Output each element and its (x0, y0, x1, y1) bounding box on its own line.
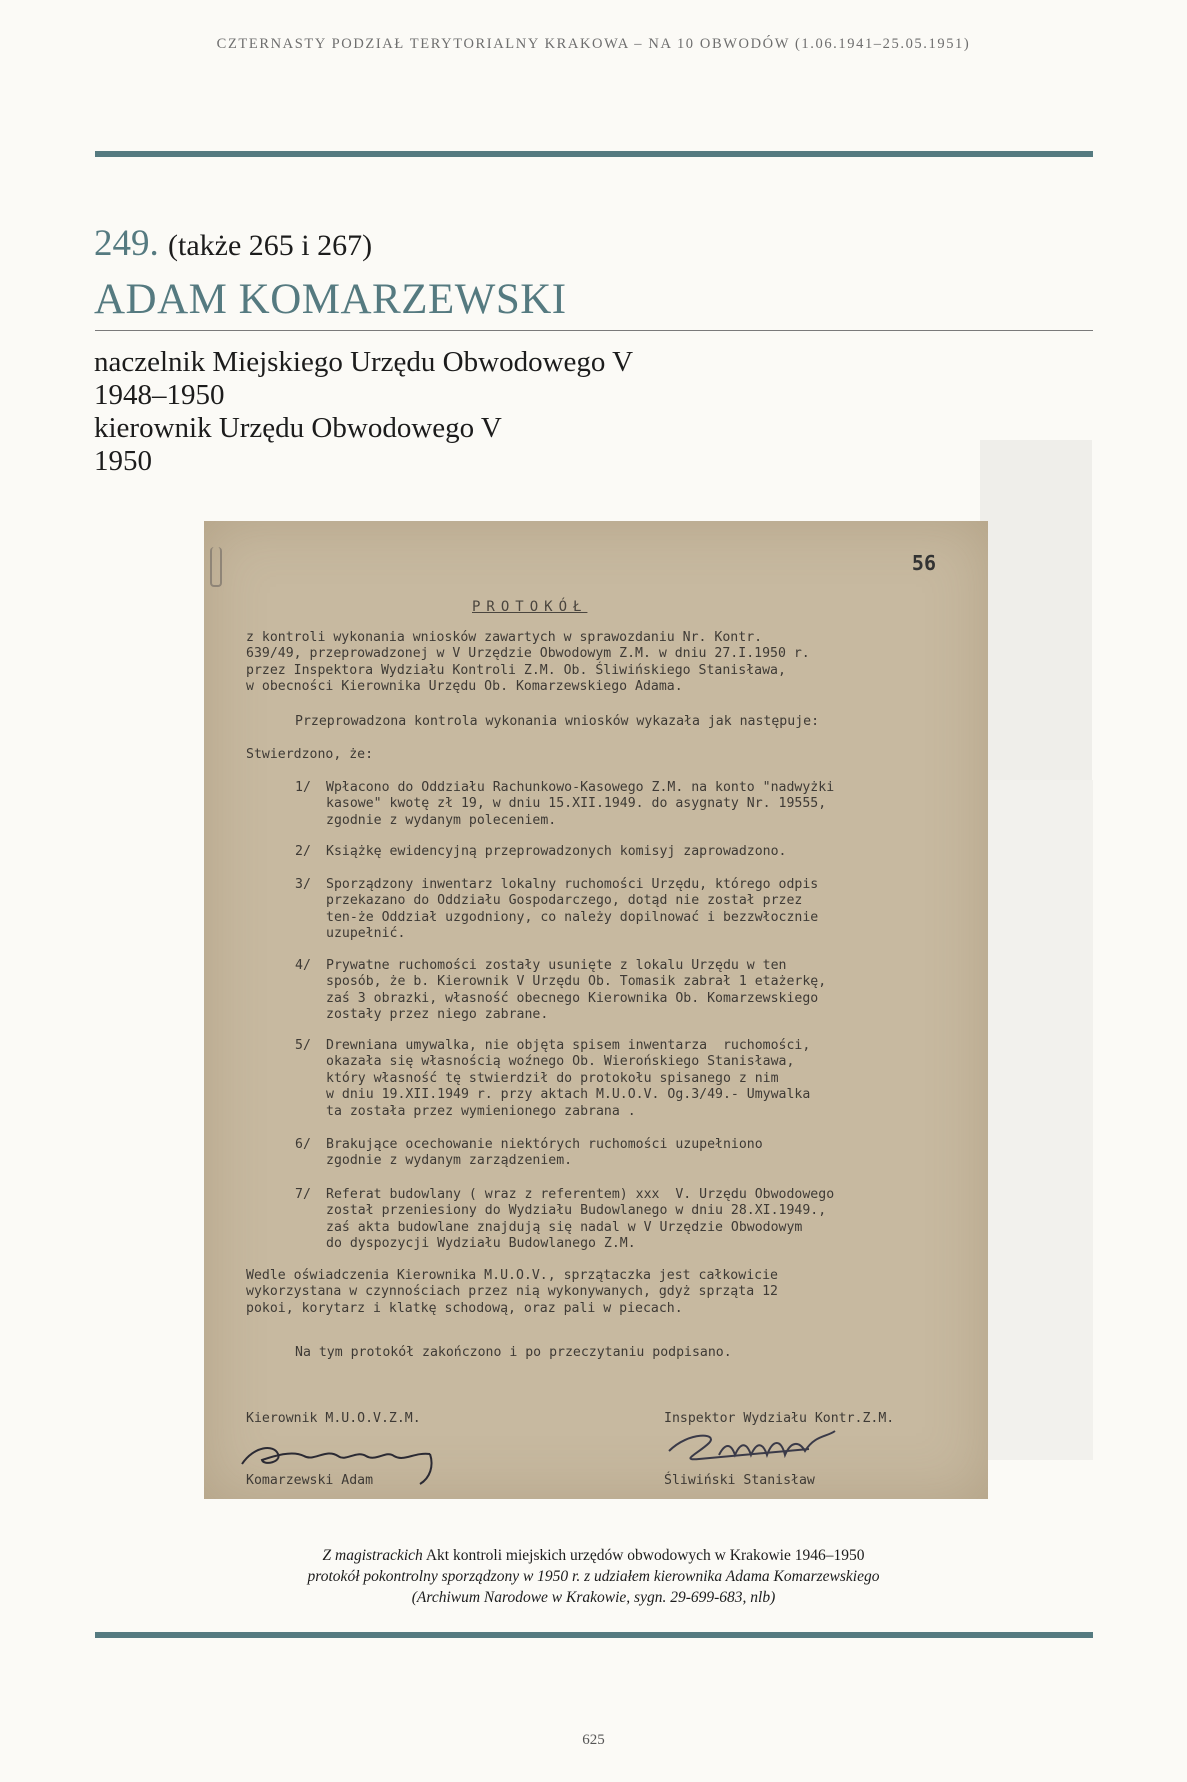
role-line: naczelnik Miejskiego Urzędu Obwodowego V (94, 346, 634, 378)
item-line: zaś akta budowlane znajdują się nadal w V Urzędzie Obwodowym (326, 1219, 803, 1235)
item-number: 2/ (295, 844, 311, 859)
item-line: okazała się własnością woźnego Ob. Wierońskiego Stanisława, (326, 1054, 795, 1070)
entry-cross-reference: (także 265 i 267) (168, 229, 373, 262)
item-line: który własność tę stwierdził do protokołu spisanego z nim (326, 1070, 779, 1086)
document-page-number: 56 (911, 551, 936, 575)
page-number: 625 (582, 1732, 605, 1748)
item-line: ta została przez wymienionego zabrana . (326, 1103, 636, 1119)
item-text (326, 958, 826, 1024)
document-title: PROTOKÓŁ (472, 599, 588, 615)
paperclip-icon (210, 547, 222, 587)
item-line: sposób, że b. Kierownik V Urzędu Ob. Tomasik zabrał 1 etażerkę, (326, 974, 827, 990)
signature-left-title: Kierownik M.U.O.V.Z.M. (246, 1411, 421, 1426)
signature-left-name: Komarzewski Adam (246, 1473, 374, 1488)
document-lead: Przeprowadzona kontrola wykonania wniosków wykazała jak następuje: (295, 714, 820, 729)
entry-roles (94, 346, 633, 478)
caption-line-1 (0, 1545, 1187, 1566)
item-number: 4/ (295, 958, 311, 973)
document-closing: Na tym protokół zakończono i po przeczytaniu podpisano. (295, 1345, 732, 1360)
statement-line: pokoi, korytarz i klatkę schodową, oraz pali w piecach. (246, 1300, 683, 1316)
figure-caption (0, 1545, 1187, 1608)
item-number: 7/ (295, 1187, 311, 1202)
statement-line: Wedle oświadczenia Kierownika M.U.O.V., sprzątaczka jest całkowicie (246, 1268, 778, 1283)
archival-document-image (204, 521, 988, 1499)
item-line: kasowe" kwotę zł 19, w dniu 15.XII.1949. do asygnaty Nr. 19555, (326, 796, 827, 812)
intro-line: 639/49, przeprowadzonej w V Urzędzie Obwodowym Z.M. w dniu 27.I.1950 r. (246, 646, 810, 662)
item-line: zgodnie z wydanym zarządzeniem. (326, 1153, 573, 1169)
item-line: Referat budowlany ( wraz z referentem) xxx V. Urzędu Obwodowego (326, 1187, 835, 1202)
document-statement (246, 1268, 778, 1317)
bleed-through-panel-lower (975, 780, 1093, 1460)
item-text (326, 1137, 763, 1170)
document-stated: Stwierdzono, że: (246, 747, 374, 762)
item-line: uzupełnić. (326, 926, 406, 942)
bottom-rule (95, 1632, 1093, 1638)
item-number: 3/ (295, 877, 311, 892)
item-number: 1/ (295, 780, 311, 795)
item-number: 5/ (295, 1038, 311, 1053)
document-intro (246, 630, 810, 696)
entry-name: ADAM KOMARZEWSKI (94, 276, 567, 323)
item-text (326, 877, 818, 943)
intro-line: przez Inspektora Wydziału Kontroli Z.M. Ob. Śliwińskiego Stanisława, (246, 662, 786, 678)
item-line: ten-że Oddział uzgodniony, co należy dopilnować i bezzwłocznie (326, 909, 819, 925)
item-line: przekazano do Oddziału Gospodarczego, dotąd nie został przez (326, 893, 803, 909)
intro-line: w obecności Kierownika Urzędu Ob. Komarzewskiego Adama. (246, 679, 683, 695)
item-number: 6/ (295, 1137, 311, 1152)
heading-rule (95, 330, 1093, 331)
entry-number (94, 222, 372, 265)
item-line: Książkę ewidencyjną przeprowadzonych komisyj zaprowadzono. (326, 844, 787, 859)
item-line: został przeniesiony do Wydziału Budowlanego w dniu 28.XI.1949., (326, 1203, 827, 1219)
statement-line: wykorzystana w czynnościach przez nią wykonywanych, gdyż sprząta 12 (246, 1284, 778, 1300)
bleed-through-panel (980, 440, 1092, 780)
caption-source: (Archiwum Narodowe w Krakowie, sygn. 29-699-683, nlb) (411, 1589, 776, 1606)
role-years: 1948–1950 (94, 379, 225, 411)
intro-line: z kontroli wykonania wniosków zawartych w sprawozdaniu Nr. Kontr. (246, 630, 763, 645)
caption-line-2: protokół pokontrolny sporządzony w 1950 r. z udziałem kierownika Adama Komarzewskiego (307, 1568, 880, 1585)
item-text (326, 1187, 834, 1253)
item-line: do dyspozycji Wydziału Budowlanego Z.M. (326, 1236, 636, 1252)
item-text (326, 780, 834, 829)
signature-right-name: Śliwiński Stanisław (664, 1473, 815, 1488)
item-text (326, 844, 787, 860)
running-head: CZTERNASTY PODZIAŁ TERYTORIALNY KRAKOWA – NA 10 OBWODÓW (1.06.1941–25.05.1951) (216, 36, 971, 52)
item-line: Prywatne ruchomości zostały usunięte z lokalu Urzędu w ten (326, 958, 787, 973)
signature-sliwinski (659, 1421, 859, 1481)
item-line: zgodnie z wydanym poleceniem. (326, 812, 557, 828)
item-line: Sporządzony inwentarz lokalny ruchomości Urzędu, którego odpis (326, 877, 819, 892)
item-line: zaś 3 obrazki, własność obecnego Kierownika Ob. Komarzewskiego (326, 990, 819, 1006)
item-line: Wpłacono do Oddziału Rachunkowo-Kasowego Z.M. na konto "nadwyżki (326, 780, 835, 795)
caption-text: Akt kontroli miejskich urzędów obwodowych w Krakowie 1946–1950 (422, 1547, 865, 1564)
role-line: kierownik Urzędu Obwodowego V (94, 412, 502, 444)
item-line: w dniu 19.XII.1949 r. przy aktach M.U.O.V. Og.3/49.- Umywalka (326, 1087, 811, 1103)
item-text (326, 1038, 810, 1120)
item-line: Brakujące ocechowanie niektórych ruchomości uzupełniono (326, 1137, 763, 1152)
item-line: Drewniana umywalka, nie objęta spisem inwentarza ruchomości, (326, 1038, 811, 1053)
signature-right-title: Inspektor Wydziału Kontr.Z.M. (664, 1411, 895, 1426)
caption-italic: Z magistrackich (322, 1547, 423, 1564)
entry-number-value: 249. (94, 223, 159, 264)
role-years: 1950 (94, 445, 152, 477)
item-line: zostały przez niego zabrane. (326, 1007, 549, 1023)
top-rule (95, 151, 1093, 157)
